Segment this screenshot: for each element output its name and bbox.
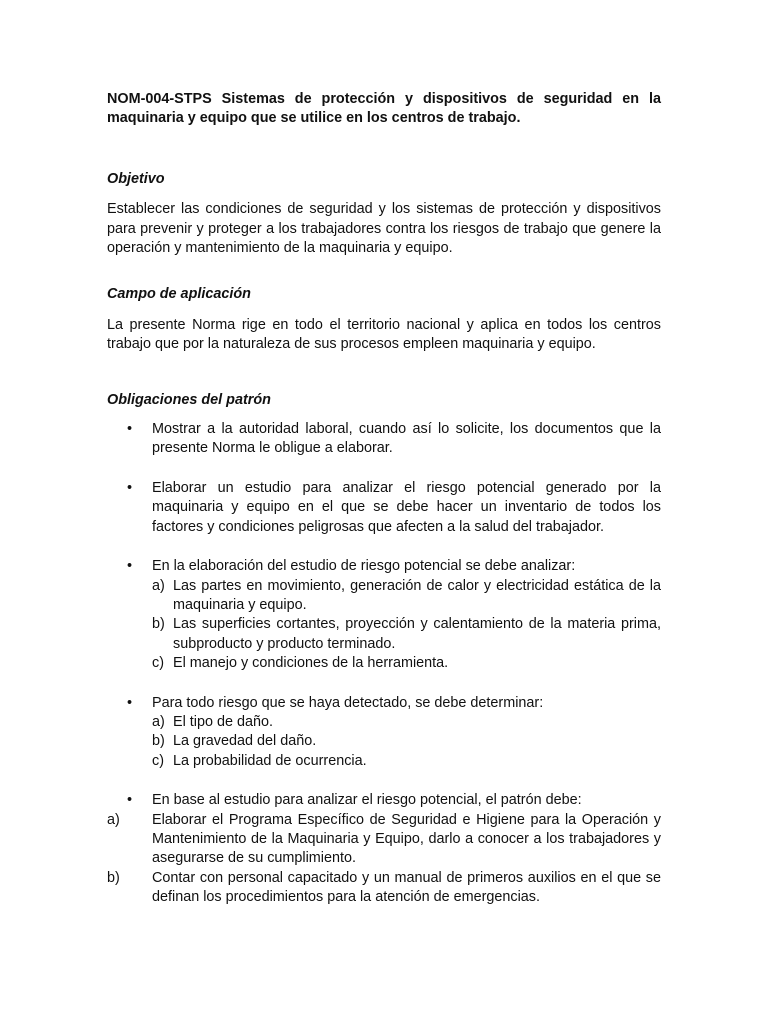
sub-list-marker: c): [152, 752, 164, 769]
sub-list-marker: c): [152, 655, 164, 672]
section-heading-obligaciones: Obligaciones del patrón: [107, 391, 271, 408]
sub-list-item-text: Las partes en movimiento, generación de calor y electricidad estática de la maquinaria y equipo.: [173, 577, 661, 613]
sub-list-marker: b): [107, 869, 120, 886]
list-item-text: Elaborar un estudio para analizar el riesgo potencial generado por la maquinaria y equipo en el que se debe hacer un inventario de todos los factores y condiciones peligrosas que afecten a la salud del trabajador.: [152, 479, 661, 535]
list-item: [107, 557, 661, 673]
sub-list-item-text: El tipo de daño.: [173, 713, 274, 730]
sub-list-item-text: La gravedad del daño.: [173, 733, 317, 750]
sub-list-item: [152, 732, 661, 751]
sub-list-item-text: Contar con personal capacitado y un manual de primeros auxilios en el que se definan los procedimientos para la atención de emergencias.: [152, 869, 661, 906]
section-heading-campo-de-aplicacion: Campo de aplicación: [107, 286, 251, 303]
list-item: [107, 694, 661, 772]
sub-list-item: [107, 811, 661, 869]
section-heading-objetivo: Objetivo: [107, 170, 165, 187]
list-item-text: Mostrar a la autoridad laboral, cuando así lo solicite, los documentos que la presente Norma le obligue a elaborar.: [152, 421, 661, 457]
sub-list: [152, 577, 661, 674]
bullet-icon: •: [127, 421, 133, 438]
list-item-text: En la elaboración del estudio de riesgo potencial se debe analizar:: [152, 558, 576, 575]
objetivo-paragraph: Establecer las condiciones de seguridad y los sistemas de protección y dispositivos para prevenir y proteger a los trabajadores contra los riesgos de trabajo que genere la operación y mantenimiento de la maquinaria y equipo.: [107, 201, 661, 257]
list-item-text: Para todo riesgo que se haya detectado, se debe determinar:: [152, 694, 544, 711]
sub-list-item: [152, 713, 661, 732]
list-item: [107, 420, 661, 459]
sub-list-marker: a): [107, 811, 120, 828]
sub-list-marker: b): [152, 733, 165, 750]
sub-list: [107, 811, 661, 908]
sub-list-item: [107, 869, 661, 908]
bullet-icon: •: [127, 792, 133, 809]
sub-list-marker: a): [152, 577, 165, 594]
list-item-text: En base al estudio para analizar el riesgo potencial, el patrón debe:: [152, 792, 582, 809]
list-item: [107, 479, 661, 537]
sub-list-marker: b): [152, 616, 165, 633]
sub-list-item: [152, 615, 661, 654]
sub-list-item: [152, 577, 661, 616]
sub-list-marker: a): [152, 713, 165, 730]
document-page: [107, 90, 661, 908]
sub-list-item-text: El manejo y condiciones de la herramienta.: [173, 655, 449, 672]
bullet-icon: •: [127, 694, 133, 711]
bullet-icon: •: [127, 479, 133, 496]
sub-list-item: [152, 654, 661, 673]
campo-de-aplicacion-paragraph: La presente Norma rige en todo el territorio nacional y aplica en todos los centros trabajo que por la naturaleza de sus procesos empleen maquinaria y equipo.: [107, 316, 661, 353]
document-title: NOM-004-STPS Sistemas de protección y dispositivos de seguridad en la maquinaria y equipo que se utilice en los centros de trabajo.: [107, 91, 661, 127]
sub-list-item-text: La probabilidad de ocurrencia.: [173, 752, 367, 769]
obligaciones-list: [107, 420, 661, 908]
list-item: [107, 791, 661, 907]
sub-list: [152, 713, 661, 771]
sub-list-item-text: Elaborar el Programa Específico de Seguridad e Higiene para la Operación y Mantenimiento de la Maquinaria y Equipo, darlo a conocer a los trabajadores y asegurarse de su cumplimiento.: [152, 811, 661, 867]
sub-list-item-text: Las superficies cortantes, proyección y calentamiento de la materia prima, subproducto y producto terminado.: [173, 616, 661, 652]
sub-list-item: [152, 752, 661, 771]
bullet-icon: •: [127, 558, 133, 575]
